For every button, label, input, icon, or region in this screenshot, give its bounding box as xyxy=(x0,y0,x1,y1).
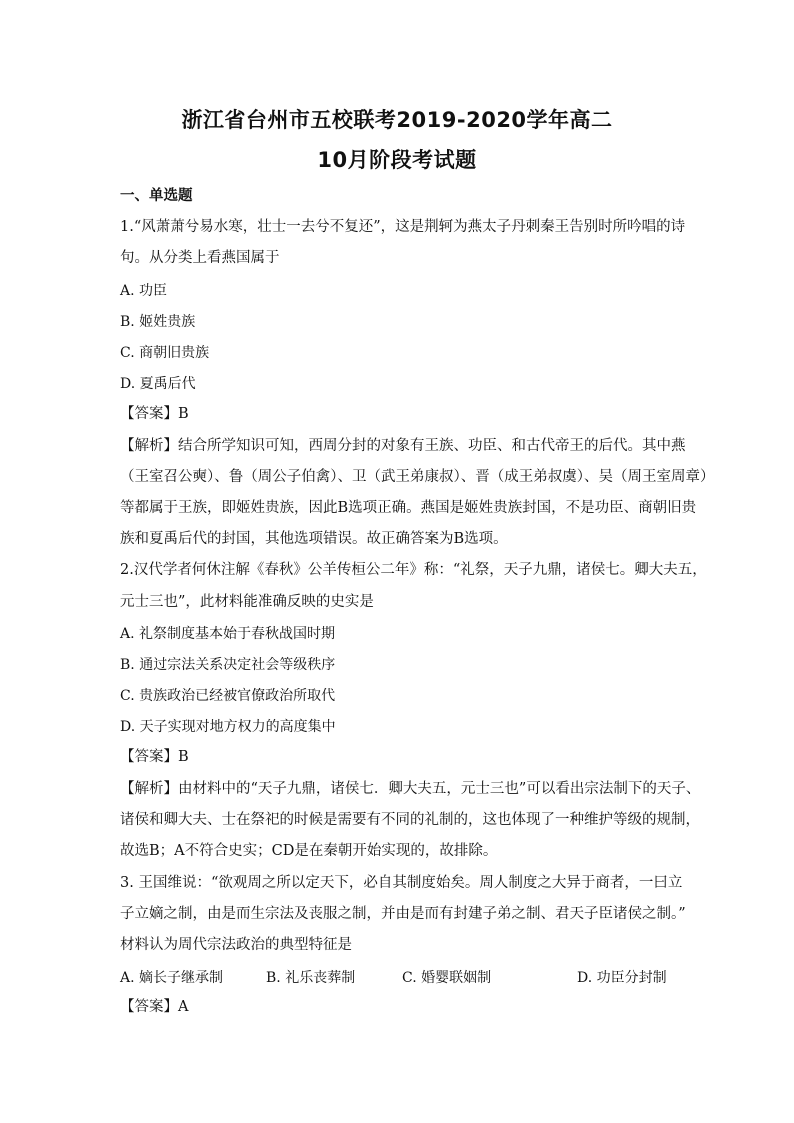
q1-analysis-line4: 族和夏禹后代的封国，其他选项错误。故正确答案为B选项。 xyxy=(120,531,508,547)
q2-analysis-line2: 诸侯和卿大夫、士在祭祀的时候是需要有不同的礼制的，这也体现了一种维护等级的规制， xyxy=(120,812,700,828)
q2-option-c: C. 贵族政治已经被官僚政治所取代 xyxy=(120,688,336,704)
q3-stem-line3: 材料认为周代宗法政治的典型特征是 xyxy=(120,937,352,953)
q3-option-d: D. 功臣分封制 xyxy=(577,970,667,986)
document-title-line2: 10月阶段考试题 xyxy=(317,148,477,172)
q2-stem-line1: 2.汉代学者何休注解《春秋》公羊传桓公二年》称：“礼祭，天子九鼎，诸侯七。卿大夫五， xyxy=(120,562,707,578)
q2-option-a: A. 礼祭制度基本始于春秋战国时期 xyxy=(120,626,336,642)
q3-answer: 【答案】A xyxy=(120,999,189,1015)
q1-stem-line1: 1.“风萧萧兮易水寒，壮士一去兮不复还”，这是荆轲为燕太子丹刺秦王告别时所吟唱的诗 xyxy=(120,219,686,235)
q1-analysis-line2: （王室召公奭）、鲁（周公子伯禽）、卫（武王弟康叔）、晋（成王弟叔虞）、吴（周王室周章） xyxy=(120,469,715,485)
q3-stem-line2: 子立嫡之制，由是而生宗法及丧服之制，并由是而有封建子弟之制、君天子臣诸侯之制。” xyxy=(120,906,686,922)
q1-analysis-line3: 等都属于王族，即姬姓贵族，因此B选项正确。燕国是姬姓贵族封国，不是功臣、商朝旧贵 xyxy=(120,500,697,516)
q2-analysis-line3: 故选B；A不符合史实；CD是在秦朝开始实现的，故排除。 xyxy=(120,843,498,859)
q2-stem-line2: 元士三也”，此材料能准确反映的史实是 xyxy=(120,594,374,610)
q2-option-b: B. 通过宗法关系决定社会等级秩序 xyxy=(120,657,336,673)
q3-stem-line1: 3. 王国维说：“欲观周之所以定天下，必自其制度始矣。周人制度之大异于商者，一曰立 xyxy=(120,875,683,891)
q1-stem-line2: 句。从分类上看燕国属于 xyxy=(120,250,280,266)
q3-option-a: A. 嫡长子继承制 xyxy=(120,970,224,986)
q2-answer: 【答案】B xyxy=(120,749,189,765)
q2-option-d: D. 天子实现对地方权力的高度集中 xyxy=(120,719,336,735)
q1-option-b: B. 姬姓贵族 xyxy=(120,314,196,330)
q3-option-b: B. 礼乐丧葬制 xyxy=(266,970,356,986)
q2-analysis-line1: 【解析】由材料中的“天子九鼎，诸侯七．卿大夫五，元士三也”可以看出宗法制下的天子、 xyxy=(120,781,701,797)
q3-options-row xyxy=(120,967,680,987)
q1-analysis-line1: 【解析】结合所学知识可知，西周分封的对象有王族、功臣、和古代帝王的后代。其中燕 xyxy=(120,438,686,454)
q1-option-c: C. 商朝旧贵族 xyxy=(120,345,210,361)
document-title-line1: 浙江省台州市五校联考2019-2020学年高二 xyxy=(181,108,613,132)
q1-option-d: D. 夏禹后代 xyxy=(120,376,196,392)
q1-option-a: A. 功臣 xyxy=(120,283,168,299)
q1-answer: 【答案】B xyxy=(120,406,189,422)
q3-option-c: C. 婚婴联姻制 xyxy=(402,970,492,986)
section-heading: 一、单选题 xyxy=(120,188,193,204)
